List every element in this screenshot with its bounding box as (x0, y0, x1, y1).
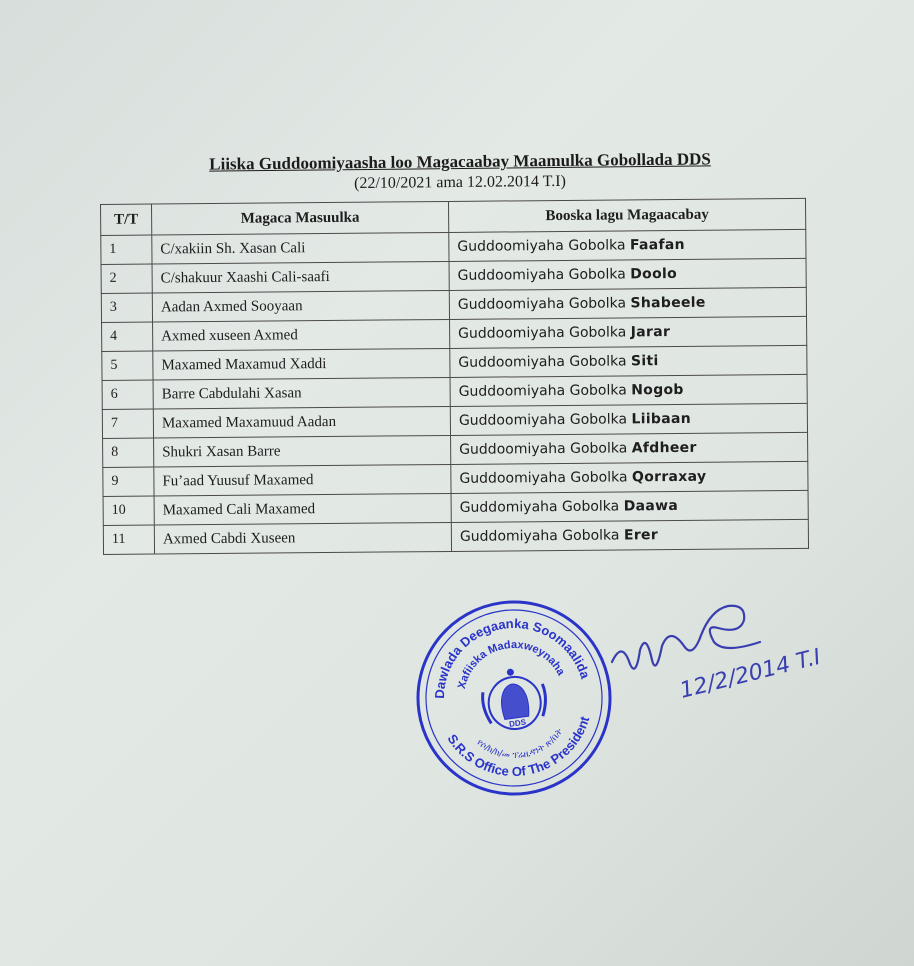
official-name: Fu’aad Yuusuf Maxamed (154, 464, 451, 496)
row-number: 7 (102, 409, 153, 438)
official-name: Maxamed Maxamud Xaddi (153, 348, 450, 380)
row-number: 11 (103, 525, 154, 554)
position-title: Guddoomiyaha Gobolka (457, 266, 626, 284)
stamp-emblem (479, 665, 549, 733)
appointed-position (451, 490, 808, 522)
row-number: 4 (102, 322, 153, 351)
official-name: Barre Cabdulahi Xasan (153, 377, 450, 409)
table-body (101, 229, 809, 554)
appointed-position (451, 461, 808, 493)
official-name: Shukri Xasan Barre (154, 435, 451, 467)
position-title: Guddoomiyaha Gobolka (458, 411, 628, 429)
region-name: Shabeele (630, 294, 706, 312)
stamp-inner-text: Xafiiska Madaxweynaha (455, 638, 567, 691)
position-title: Guddoomiyaha Gobolka (458, 382, 627, 400)
signature-block (600, 580, 910, 730)
header-name: Magaca Masuulka (152, 201, 449, 235)
row-number: 10 (103, 496, 154, 525)
position-title: Guddoomiyaha Gobolka (459, 469, 628, 487)
appointed-position (451, 519, 808, 551)
region-name: Jarar (630, 324, 671, 341)
table-row (103, 519, 808, 554)
appointed-position (449, 229, 806, 261)
position-title: Guddoomiyaha Gobolka (458, 324, 627, 342)
region-name: Qorraxay (631, 468, 707, 486)
row-number: 1 (101, 235, 152, 264)
stamp-ink (414, 598, 614, 798)
appointed-position (450, 374, 807, 406)
position-title: Guddomiyaha Gobolka (459, 498, 620, 516)
appointed-position (449, 258, 806, 290)
stamp-bottom-text: S.R.S Office Of The President (444, 714, 593, 780)
appointed-position (450, 316, 807, 348)
official-name: C/xakiin Sh. Xasan Cali (152, 232, 449, 264)
official-name: Aadan Axmed Sooyaan (152, 290, 449, 322)
stamp-outer-text: Dawlada Deegaanka Soomaalida (431, 615, 594, 700)
signature-date: 12/2/2014 T.I (677, 644, 824, 704)
stamp-amharic-text: የሶ/ክ/ክ/መ ፕሬዚዳንት ጽ/ቤት (474, 727, 565, 761)
position-title: Guddomiyaha Gobolka (459, 527, 620, 545)
official-name: Axmed xuseen Axmed (153, 319, 450, 351)
row-number: 9 (103, 467, 154, 496)
position-title: Guddoomiyaha Gobolka (458, 353, 627, 371)
stamp-emblem-text: DDS (508, 717, 527, 729)
appointments-table-container (100, 198, 809, 555)
official-name: Axmed Cabdi Xuseen (154, 522, 451, 554)
region-name: Faafan (629, 236, 685, 254)
position-title: Guddoomiyaha Gobolka (457, 237, 626, 255)
position-title: Guddoomiyaha Gobolka (459, 440, 628, 458)
row-number: 3 (101, 293, 152, 322)
official-name: Maxamed Maxamuud Aadan (153, 406, 450, 438)
appointed-position (451, 432, 808, 464)
row-number: 6 (102, 380, 153, 409)
region-name: Liibaan (631, 410, 692, 428)
handwritten-signature (612, 606, 760, 669)
region-name: Afdheer (631, 439, 697, 457)
document-title: Liiska Guddoomiyaasha loo Magacaabay Maamulka Gobollada DDS (209, 149, 711, 174)
office-stamp (414, 598, 614, 798)
region-name: Siti (630, 353, 659, 370)
official-name: Maxamed Cali Maxamed (154, 493, 451, 525)
document-subtitle: (22/10/2021 ama 12.02.2014 T.I) (353, 172, 566, 193)
appointed-position (450, 345, 807, 377)
header-position: Booska lagu Magaacabay (448, 198, 805, 232)
row-number: 2 (101, 264, 152, 293)
official-name: C/shakuur Xaashi Cali-saafi (152, 261, 449, 293)
appointments-table (100, 198, 809, 555)
region-name: Daawa (623, 497, 679, 515)
row-number: 8 (103, 438, 154, 467)
appointed-position (450, 403, 807, 435)
position-title: Guddoomiyaha Gobolka (457, 295, 627, 313)
header-number: T/T (101, 204, 152, 235)
region-name: Erer (623, 527, 659, 544)
region-name: Doolo (630, 265, 678, 283)
appointed-position (449, 287, 806, 319)
row-number: 5 (102, 351, 153, 380)
region-name: Nogob (631, 381, 684, 399)
